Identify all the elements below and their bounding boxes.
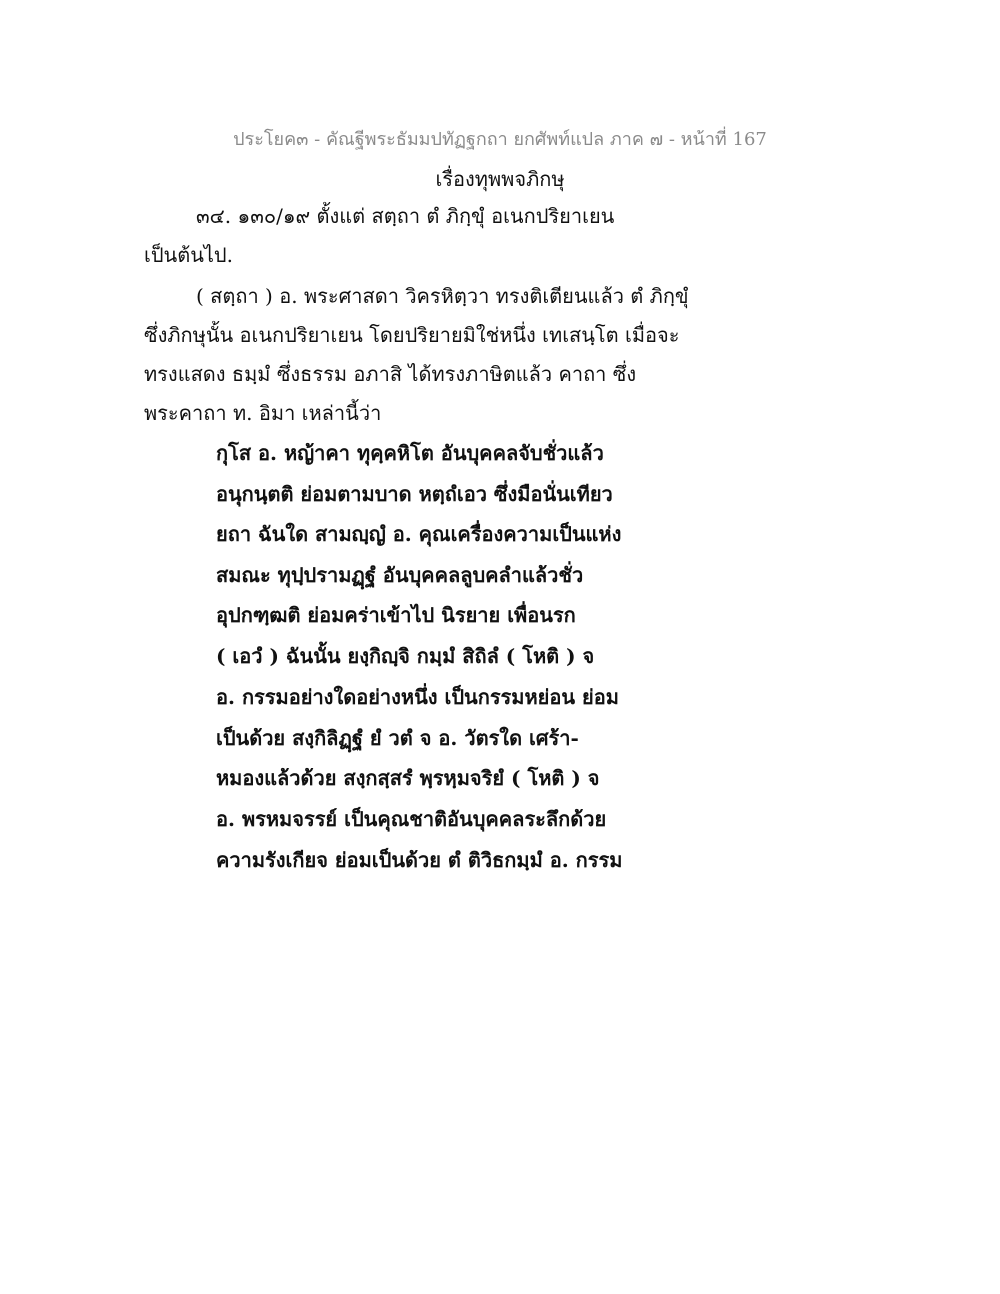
verse-line-10: อ. พรหมจรรย์ เป็นคุณชาติอันบุคคลระลึกด้วย <box>216 807 607 831</box>
verse-line-5: อุปกฑฺฒติ ย่อมคร่าเข้าไป นิรยาย เพื่อนรก <box>216 603 576 627</box>
story-title: เรื่องทุพพจภิกษุ <box>435 167 565 191</box>
running-header: ประโยค๓ - คัณฐีพระธัมมปทัฏฐกถา ยกศัพท์แปล ภาค ๗ - หน้าที่ 167 <box>233 129 767 150</box>
verse-line-1: กุโส อ. หญ้าคา ทุคฺคหิโต อันบุคคลจับชั่วแล้ว <box>216 441 604 465</box>
verse-line-9: หมองแล้วด้วย สงฺกสฺสรํ พฺรหฺมจริยํ ( โหติ ) จ <box>216 766 600 790</box>
paragraph-line-4: พระคาถา ท. อิมา เหล่านี้ว่า <box>144 401 382 425</box>
reference-line-2: เป็นต้นไป. <box>144 243 233 267</box>
verse-line-7: อ. กรรมอย่างใดอย่างหนึ่ง เป็นกรรมหย่อน ย่อม <box>216 685 619 709</box>
verse-line-3: ยถา ฉันใด สามญฺญํ อ. คุณเครื่องความเป็นแห่ง <box>216 522 622 546</box>
verse-line-4: สมณะ ทุปฺปรามฏฺฐํ อันบุคคลลูบคลำแล้วชั่ว <box>216 563 584 587</box>
paragraph-line-1: ( สตฺถา ) อ. พระศาสดา วิครหิตฺวา ทรงติเตียนแล้ว ตํ ภิกฺขุํ <box>196 284 689 308</box>
reference-line-1: ๓๔. ๑๓๐/๑๙ ตั้งแต่ สตฺถา ตํ ภิกฺขุํ อเนกปริยาเยน <box>196 204 615 228</box>
verse-line-2: อนุกนฺตติ ย่อมตามบาด หตฺถํเอว ซึ่งมือนั่นเทียว <box>216 482 613 506</box>
paragraph-line-2: ซึ่งภิกษุนั้น อเนกปริยาเยน โดยปริยายมิใช่หนึ่ง เทเสนฺโต เมื่อจะ <box>144 323 680 347</box>
verse-line-6: ( เอวํ ) ฉันนั้น ยงฺกิญฺจิ กมฺมํ สิถิลํ ( โหติ ) จ <box>216 644 595 668</box>
verse-line-11: ความรังเกียจ ย่อมเป็นด้วย ตํ ติวิธกมฺมํ อ. กรรม <box>216 848 623 872</box>
paragraph-line-3: ทรงแสดง ธมฺมํ ซึ่งธรรม อภาสิ ได้ทรงภาษิตแล้ว คาถา ซึ่ง <box>144 362 637 386</box>
verse-line-8: เป็นด้วย สงฺกิลิฏฺฐํ ยํ วตํ จ อ. วัตรใด เศร้า- <box>216 726 579 750</box>
